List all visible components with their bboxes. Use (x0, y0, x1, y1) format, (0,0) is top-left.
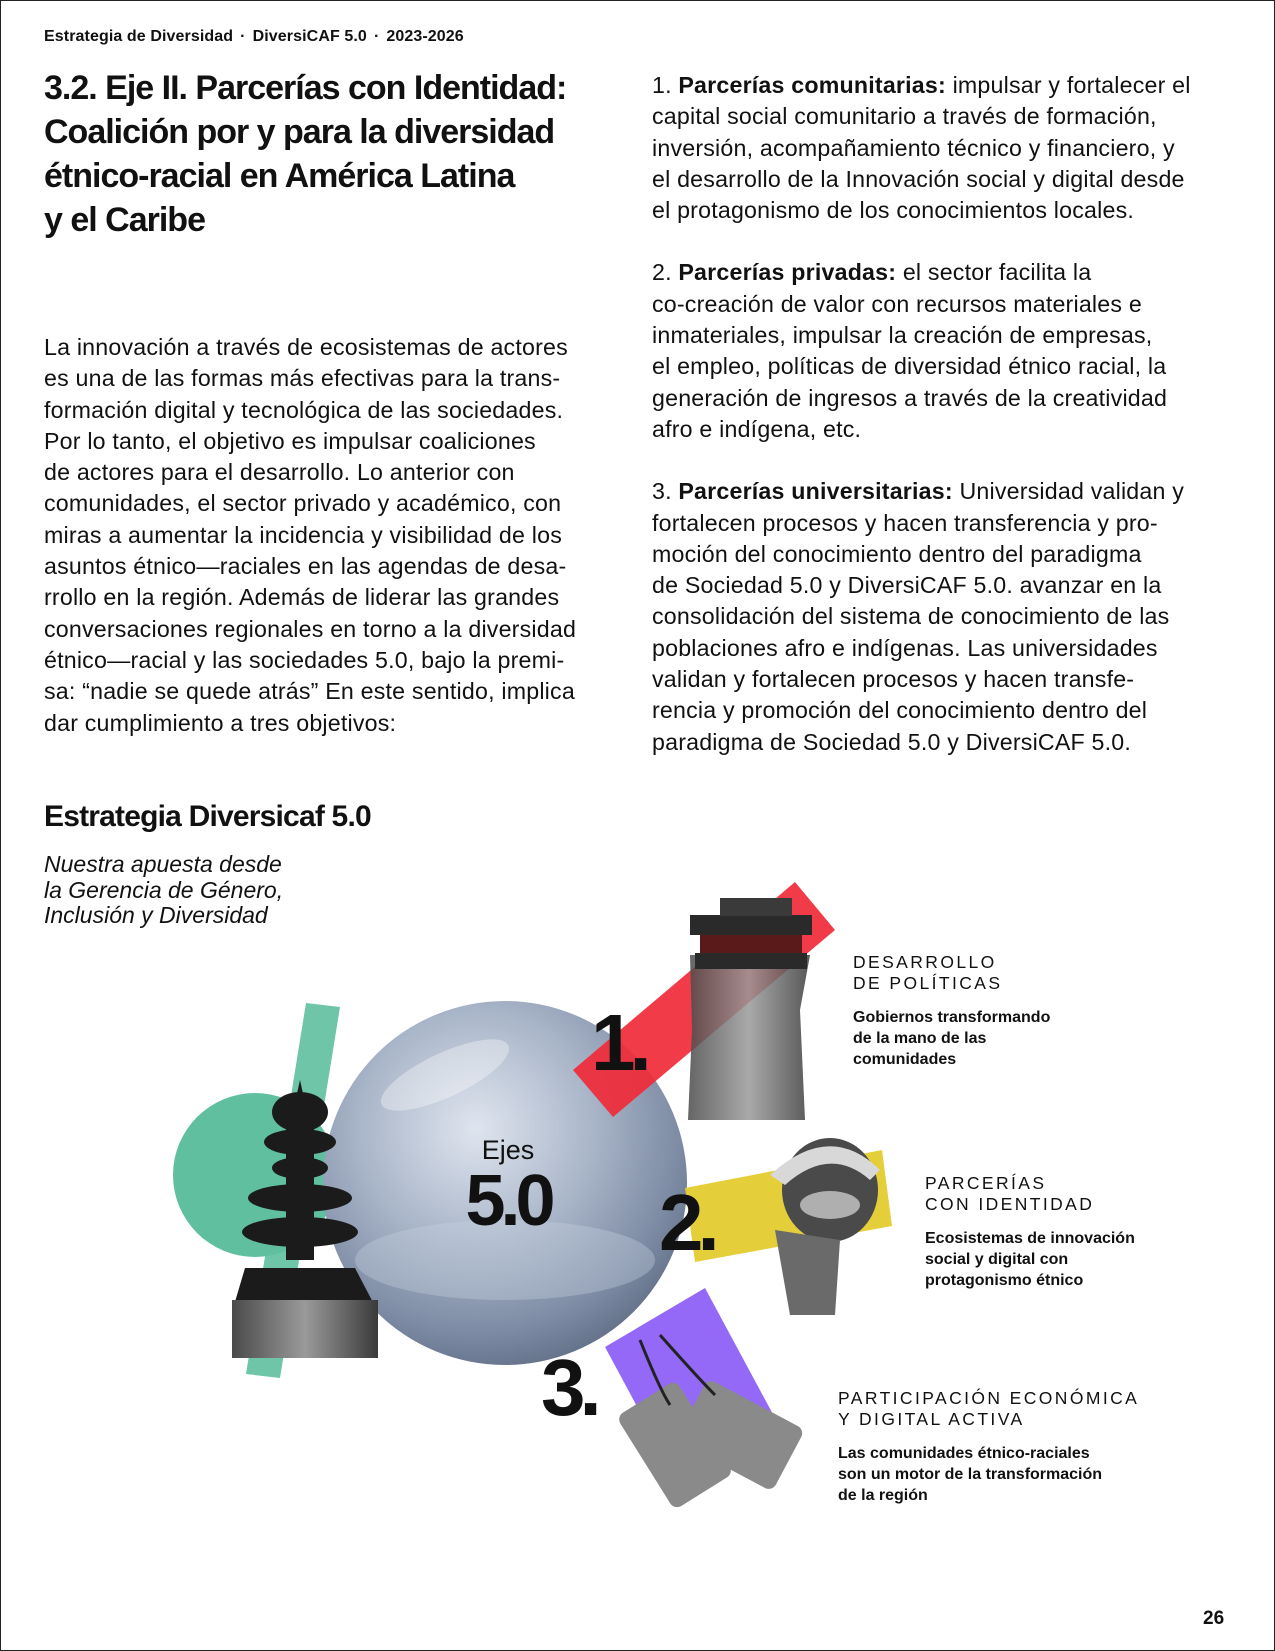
objective-text: el sector facilita la (896, 259, 1092, 286)
section-title-line: Coalición por y para la diversidad (44, 113, 555, 151)
objective-text: impulsar y fortalecer el (945, 72, 1191, 98)
header-doc-title: Estrategia de Diversidad (44, 28, 234, 45)
intro-line: miras a aumentar la incidencia y visibilidad de los (44, 521, 562, 548)
axis-heading (853, 952, 1050, 994)
objective-line: capital social comunitario a través de formación, (652, 103, 1157, 130)
axis-heading-line: CON IDENTIDAD (925, 1194, 1095, 1214)
axis-heading-line: Y DIGITAL ACTIVA (838, 1409, 1025, 1429)
objective-number: 3. (652, 478, 679, 505)
objective-line: rencia y promoción del conocimiento dentro del (652, 697, 1148, 724)
intro-line: étnico—racial y las sociedades 5.0, bajo la premi- (44, 646, 565, 673)
objective-heading: Parcerías universitarias: (678, 478, 953, 505)
objective-text: Universidad validan y (952, 478, 1185, 505)
axis-description-line: comunidades (853, 1051, 957, 1068)
axis-heading-line: PARCERÍAS (925, 1173, 1047, 1193)
axis-description-line: de la región (838, 1487, 928, 1504)
objective-line: consolidación del sistema de conocimiento de las (652, 603, 1170, 630)
axis-heading (925, 1173, 1135, 1215)
axis-label-policy (853, 952, 1050, 1070)
section-title (44, 66, 624, 242)
axis-heading-line: PARTICIPACIÓN ECONÓMICA (838, 1388, 1140, 1408)
intro-line: de actores para el desarrollo. Lo anterior con (44, 459, 515, 486)
header-program: DiversiCAF 5.0 (252, 28, 367, 45)
intro-line: sa: “nadie se quede atrás” En este sentido, implica (44, 678, 575, 705)
center-label (448, 1135, 568, 1241)
objective-line: afro e indígena, etc. (652, 415, 862, 442)
objective-first-line (652, 70, 1242, 101)
intro-paragraph (44, 332, 634, 739)
strategy-subtitle-line: Inclusión y Diversidad (44, 902, 268, 928)
center-big-label: 5.0 (465, 1161, 551, 1241)
axis-description-line: de la mano de las (853, 1030, 987, 1047)
intro-line: comunidades, el sector privado y académico, con (44, 490, 562, 517)
strategy-title: Estrategia Diversicaf 5.0 (44, 800, 371, 833)
header-separator: · (240, 28, 246, 45)
intro-line: Por lo tanto, el objetivo es impulsar coaliciones (44, 427, 536, 454)
intro-line: es una de las formas más efectivas para la trans- (44, 365, 561, 392)
objective-line: de Sociedad 5.0 y DiversiCAF 5.0. avanzar en la (652, 572, 1162, 599)
axis-description-line: social y digital con (925, 1251, 1069, 1268)
axis-description-line: Ecosistemas de innovación (925, 1230, 1135, 1247)
axis-description-line: protagonismo étnico (925, 1272, 1084, 1289)
axis-heading-line: DE POLÍTICAS (853, 973, 1003, 993)
header-period: 2023-2026 (386, 28, 464, 45)
axis-heading-line: DESARROLLO (853, 952, 997, 972)
objectives-list (652, 70, 1242, 789)
intro-line: formación digital y tecnológica de las sociedades. (44, 396, 564, 423)
objective-line: moción del conocimiento dentro del paradigma (652, 540, 1142, 567)
objective-item (652, 476, 1242, 758)
objective-line: poblaciones afro e indígenas. Las universidades (652, 634, 1158, 661)
objective-line: el desarrollo de la Innovación social y digital desde (652, 165, 1185, 192)
objective-item (652, 70, 1242, 226)
running-header (44, 28, 464, 46)
intro-line: La innovación a través de ecosistemas de actores (44, 334, 568, 360)
header-separator: · (373, 28, 380, 45)
section-title-line: 3.2. Eje II. Parcerías con Identidad: (44, 69, 567, 107)
objective-number: 2. (652, 259, 679, 286)
objective-line: fortalecen procesos y hacen transferencia y pro- (652, 509, 1158, 536)
section-title-line: y el Caribe (44, 201, 205, 239)
page-number: 26 (1203, 1608, 1225, 1629)
objective-line: inversión, acompañamiento técnico y financiero, y (652, 134, 1175, 161)
control-tower-icon (688, 898, 812, 1120)
objective-item (652, 257, 1242, 445)
objective-line: paradigma de Sociedad 5.0 y DiversiCAF 5.0. (652, 728, 1132, 755)
axis-description-line: Las comunidades étnico-raciales (838, 1445, 1090, 1462)
objective-heading: Parcerías comunitarias: (678, 72, 946, 98)
axis-description (838, 1443, 1139, 1506)
center-small-label: Ejes (481, 1135, 535, 1165)
objective-number: 1. (652, 72, 679, 98)
axis-description (925, 1228, 1135, 1291)
axis-description-line: Gobiernos transformando (853, 1009, 1051, 1026)
axis-number: 2. (659, 1178, 714, 1267)
objective-first-line (652, 476, 1242, 507)
objective-line: inmateriales, impulsar la creación de empresas, (652, 322, 1153, 349)
intro-line: rrollo en la región. Además de liderar las grandes (44, 584, 560, 611)
objective-heading: Parcerías privadas: (678, 259, 897, 286)
axis-number: 3. (541, 1343, 596, 1432)
objective-line: el protagonismo de los conocimientos locales. (652, 197, 1135, 224)
strategy-subtitle-line: Nuestra apuesta desde (44, 851, 282, 877)
axis-label-participation (838, 1388, 1139, 1506)
axis-description-line: son un motor de la transformación (838, 1466, 1103, 1483)
objective-line: el empleo, políticas de diversidad étnico racial, la (652, 353, 1167, 380)
axis-description (853, 1007, 1050, 1070)
strategy-subtitle-line: la Gerencia de Género, (44, 876, 284, 903)
axis-heading (838, 1388, 1139, 1430)
objective-first-line (652, 257, 1242, 288)
intro-line: conversaciones regionales en torno a la diversidad (44, 615, 577, 642)
objective-line: co-creación de valor con recursos materiales e (652, 290, 1142, 317)
section-title-line: étnico-racial en América Latina (44, 157, 515, 195)
axis-number: 1. (591, 998, 646, 1087)
intro-line: dar cumplimiento a tres objetivos: (44, 709, 397, 736)
objective-line: validan y fortalecen procesos y hacen transfe- (652, 666, 1135, 693)
intro-line: asuntos étnico—raciales en las agendas de desa- (44, 553, 567, 580)
axis-label-partnerships (925, 1173, 1135, 1291)
objective-line: generación de ingresos a través de la creatividad (652, 384, 1168, 411)
